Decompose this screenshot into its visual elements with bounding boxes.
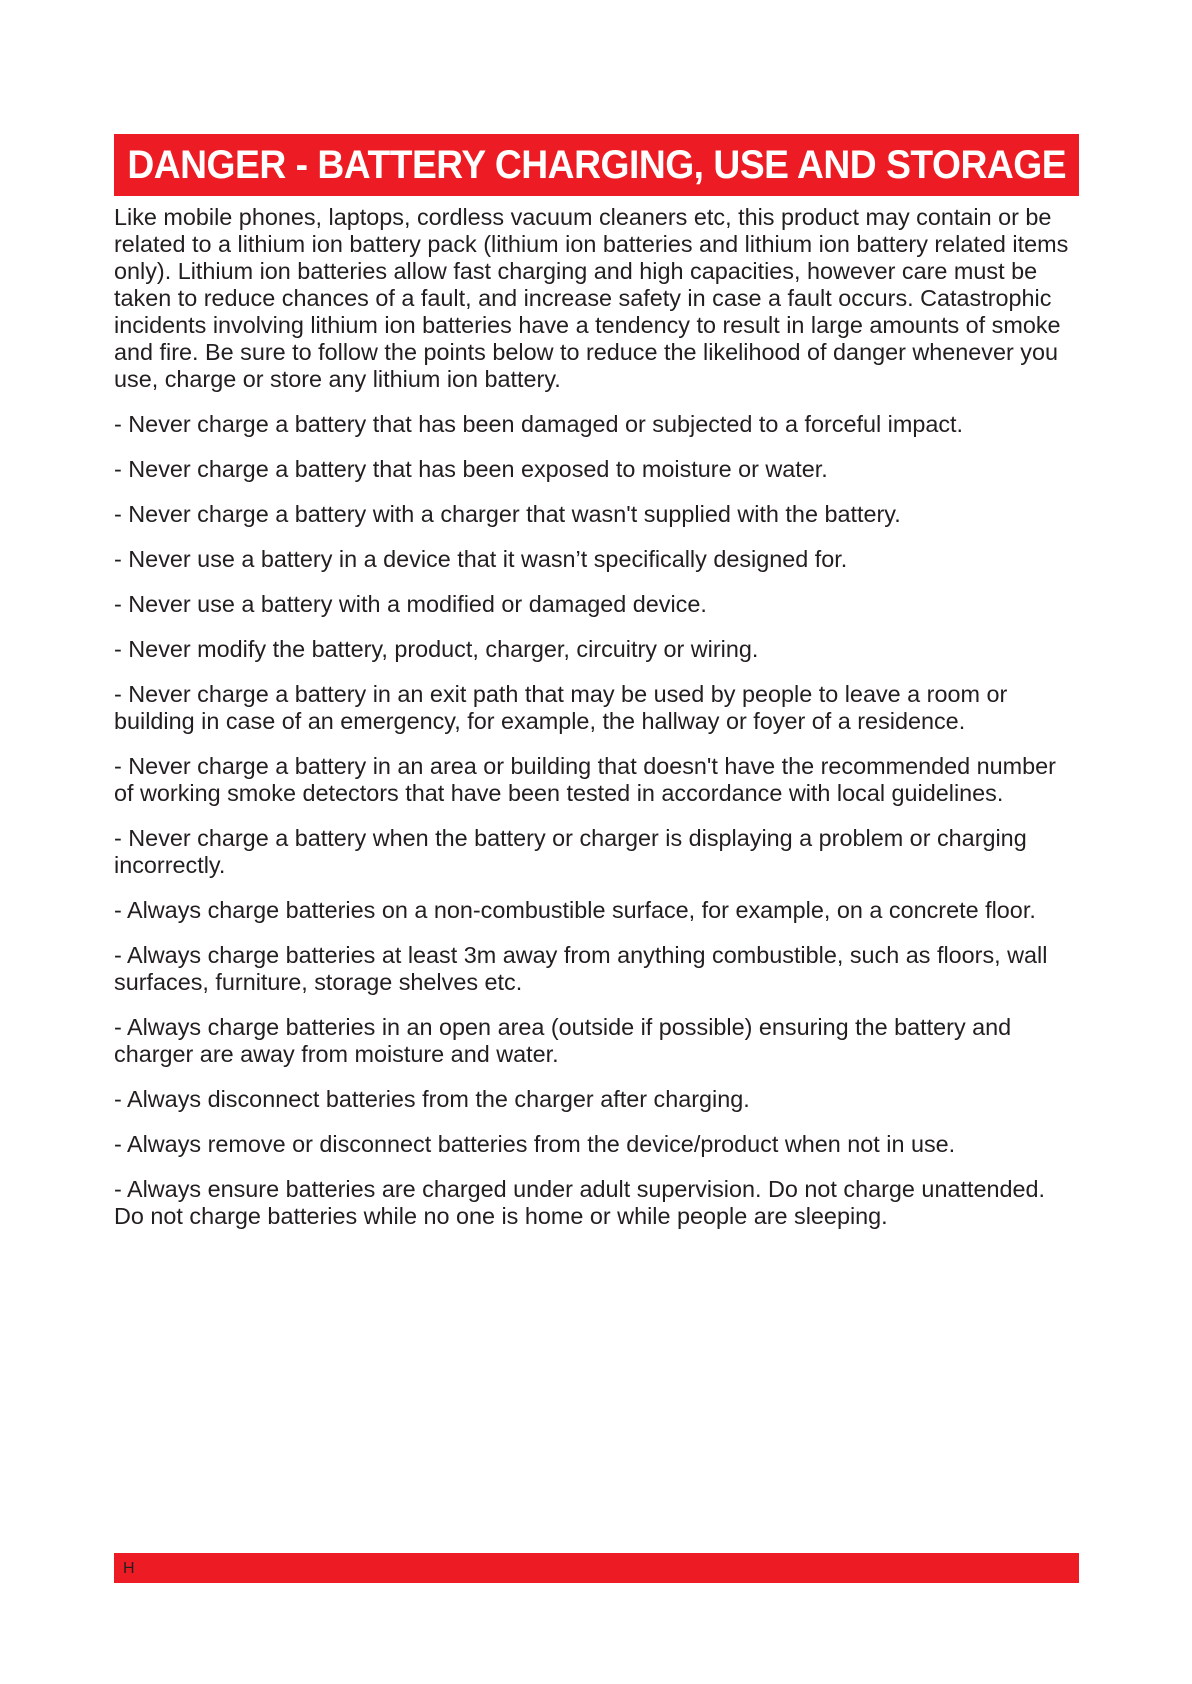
safety-points-list <box>114 411 1079 1230</box>
footer-language-letter: H <box>123 1560 135 1577</box>
document-body <box>114 204 1079 1230</box>
safety-point: - Never charge a battery that has been exposed to moisture or water. <box>114 456 828 482</box>
danger-banner <box>114 134 1079 196</box>
safety-point: - Always ensure batteries are charged under adult supervision. Do not charge unattended. Do not charge batteries while no one is home or while people are sleeping. <box>114 1176 1045 1229</box>
safety-point: - Never charge a battery in an exit path that may be used by people to leave a room or building in case of an emergency, for example, the hallway or foyer of a residence. <box>114 681 1008 734</box>
safety-point: - Never charge a battery in an area or building that doesn't have the recommended number of working smoke detectors that have been tested in accordance with local guidelines. <box>114 753 1056 806</box>
footer-bar <box>114 1553 1079 1583</box>
safety-point: - Never charge a battery with a charger that wasn't supplied with the battery. <box>114 501 901 527</box>
safety-point: - Never charge a battery that has been damaged or subjected to a forceful impact. <box>114 411 964 437</box>
safety-point: - Always charge batteries at least 3m away from anything combustible, such as floors, wall surfaces, furniture, storage shelves etc. <box>114 942 1048 995</box>
safety-point: - Never charge a battery when the battery or charger is displaying a problem or charging incorrectly. <box>114 825 1027 878</box>
page-title: DANGER - BATTERY CHARGING, USE AND STORAGE <box>127 142 1066 187</box>
safety-point: - Never use a battery in a device that it wasn’t specifically designed for. <box>114 546 848 572</box>
document-page <box>114 134 1079 1248</box>
safety-point: - Never use a battery with a modified or damaged device. <box>114 591 707 617</box>
safety-point: - Always charge batteries in an open area (outside if possible) ensuring the battery and charger are away from moisture and water. <box>114 1014 1012 1067</box>
safety-point: - Always charge batteries on a non-combustible surface, for example, on a concrete floor. <box>114 897 1036 923</box>
safety-point: - Always remove or disconnect batteries from the device/product when not in use. <box>114 1131 956 1157</box>
intro-paragraph: Like mobile phones, laptops, cordless vacuum cleaners etc, this product may contain or be related to a lithium ion battery pack (lithium ion batteries and lithium ion battery related items only). Lithium ion batteries allow fast charging and high capacities, however care must be taken to reduce chances of a fault, and increase safety in case a fault occurs. Catastrophic incidents involving lithium ion batteries have a tendency to result in large amounts of smoke and fire. Be sure to follow the points below to reduce the likelihood of danger whenever you use, charge or store any lithium ion battery. <box>114 204 1069 392</box>
safety-point: - Never modify the battery, product, charger, circuitry or wiring. <box>114 636 759 662</box>
safety-point: - Always disconnect batteries from the charger after charging. <box>114 1086 750 1112</box>
